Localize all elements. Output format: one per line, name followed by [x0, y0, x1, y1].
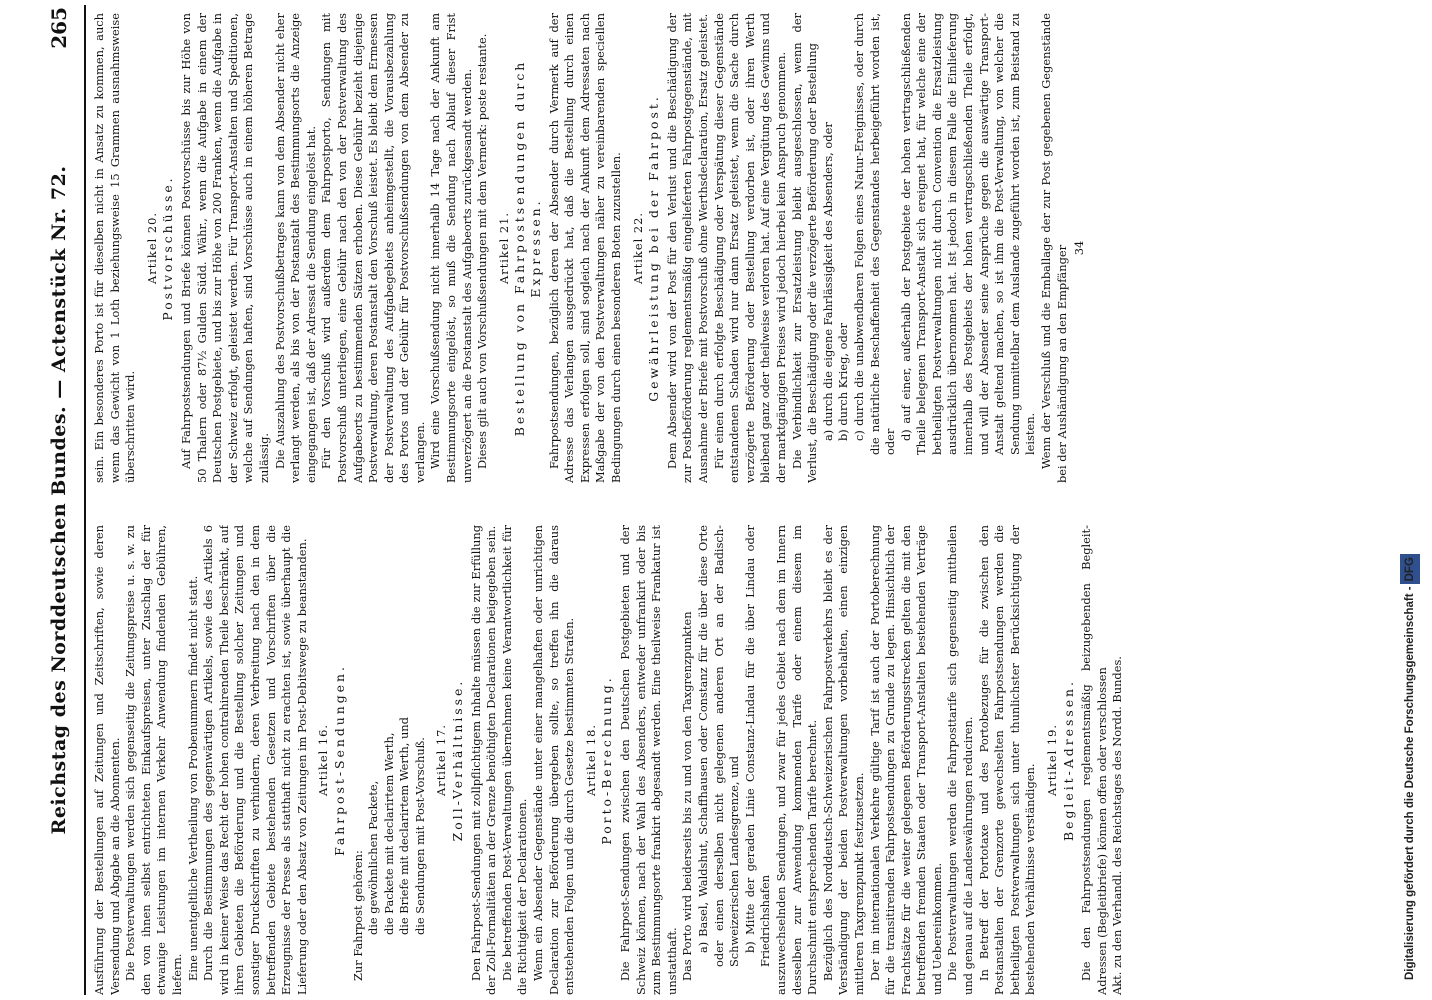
- credit-text: [1400, 60, 1420, 980]
- article-title: Fahrpost-Sendungen.: [331, 664, 347, 856]
- digitization-credit: [1400, 60, 1420, 980]
- article-title: Postvorschüsse.: [160, 175, 176, 321]
- list-item: a) Basel, Waldshut, Schaffhausen oder Constanz für die über diese Orte oder einen derselben nicht gelegenen anderen Ort an der Badisch-Schweizerischen Landesgrenze, und: [695, 525, 742, 967]
- article-heading: Artikel 20.: [144, 212, 159, 284]
- paragraph: In Betreff der Portotaxe und des Portobezuges für die zwischen den Postanstalten der Grenzorte gewechselten Fahrpostsendungen werden die betheiligten Postverwaltungen sich unter thunlichster Berücksichtigung der bestehenden Verhältnisse verständigen.: [976, 525, 1038, 995]
- paragraph: Die Auszahlung des Postvorschußbetrages kann von dem Absender nicht eher verlangt werden, als bis von der Postanstalt des Bestimmungsorts die Anzeige eingegangen ist, daß der Adressat die Sendung eingelöst hat.: [272, 13, 318, 483]
- right-column: [92, 13, 1412, 483]
- list-item: die Briefe mit declarirtem Werth, und: [397, 717, 412, 935]
- running-title: Reichstag des Norddeutschen Bundes. — Actenstück Nr. 72.: [48, 165, 70, 835]
- signature-mark: 34: [1072, 240, 1087, 256]
- page-number: 265: [47, 7, 71, 49]
- paragraph: Dem Absender wird von der Post für den Verlust und die Beschädigung der zur Postbeförderung reglementsmäßig eingelieferten Fahrpostgegenstände, mit Ausnahme der Briefe mit Postvorschuß ohne Werthsdeclaration, Ersatz geleistet.: [664, 13, 710, 483]
- list-item: die Packete mit declarirtem Werth,: [381, 732, 396, 935]
- credit-label: Digitalisierung gefördert durch die Deutsche Forschungsgemeinschaft -: [1404, 586, 1416, 980]
- list-item: b) durch Krieg, oder: [836, 323, 851, 441]
- text-columns: [92, 5, 1412, 995]
- paragraph: Das Porto wird beiderseits bis zu und von den Taxgrenzpunkten: [680, 611, 695, 981]
- paragraph: Für den Vorschuß wird außerdem dem Fahrpostporto, Sendungen mit Postvorschuß unterliegen, eine Gebühr nach den von der Postverwaltung des Aufgabeorts zu bestimmenden Sätzen erhoben. Diese Gebühr bezieht diejenige Postverwaltung, deren Postanstalt den Vorschuß leistet. Es bleibt dem Ermessen der Postverwaltung des Aufgabegebiets anheimgestellt, die Vorausbezahlung des Portos und der Gebühr für Postvorschußsendungen von dem Absender zu verlangen.: [319, 13, 427, 483]
- article-heading: Artikel 21.: [496, 212, 511, 284]
- article-heading: Artikel 18.: [583, 724, 598, 796]
- paragraph: Die Postverwaltungen werden die Fahrposttarife sich gegenseitig mittheilen und genau auf die Landeswährungen reduciren.: [945, 525, 976, 995]
- list-item: d) auf einer, außerhalb der Postgebiete der hohen vertragschließenden Theile belegenen Transport-Anstalt sich ereignet hat, für welche eine der betheiligten Postverwaltungen nicht durch Convention die Ersatzleistung ausdrücklich übernommen hat. Ist jedoch in diesem Falle die Einlieferung innerhalb des Postgebiets der hohen vertragschließenden Theile erfolgt, und will der Absender seine Ansprüche gegen die auswärtige Transport-Anstalt geltend machen, so ist ihm die Post-Verwaltung, von welcher die Sendung unmittelbar dem Auslande zugeführt worden ist, zum Beistand zu leisten.: [898, 13, 1038, 455]
- article-title: Porto-Berechnung.: [599, 675, 615, 845]
- paragraph: Dieses gilt auch von Vorschußsendungen mit dem Vermerk: poste restante.: [475, 33, 490, 469]
- paragraph: Auf Fahrpostsendungen und Briefe können Postvorschüsse bis zur Höhe von 50 Thalern oder 87½ Gulden Südd. Währ., wenn die Aufgabe in einem der Deutschen Postgebiete, und bis zur Höhe von 200 Franken, wenn die Aufgabe in der Schweiz erfolgt, geleistet werden. Für Transport-Anstalten und Speditionen, welche auf Sendungen haften, sind Vorschüsse auch in einem höheren Betrage zulässig.: [178, 13, 271, 483]
- paragraph: Wenn der Verschluß und die Emballage der zur Post gegebenen Gegenstände bei der Aushändigung an den Empfänger: [1039, 13, 1069, 483]
- paragraph: Eine unentgeltliche Vertheilung von Probenummern findet nicht statt.: [185, 575, 200, 981]
- paragraph: Für einen durch erfolgte Beschädigung oder Verspätung dieser Gegenstände entstandenen Schaden wird nur dann Ersatz geleistet, wenn die Sache durch verzögerte Beförderung oder Bestellung verdorben ist, oder ihren Werth bleibend ganz oder theilweise verloren hat. Auf eine Vergütung des Gewinns und der marktgängigen Preises wird jedoch hierbei kein Anspruch genommen.: [711, 13, 788, 483]
- dfg-logo: DFG: [1400, 554, 1420, 584]
- article-title: Begleit-Adressen.: [1060, 679, 1076, 841]
- paragraph: Die Verbindlichkeit zur Ersatzleistung bleibt ausgeschlossen, wenn der Verlust, die Beschädigung oder die verzögerte Beförderung oder Bestellung: [789, 13, 820, 483]
- article-heading: Artikel 16.: [316, 724, 331, 796]
- footnote: Akt. zu den Verhandl. des Reichstages des Nordd. Bundes.: [1110, 656, 1125, 995]
- article-heading: Artikel 17.: [434, 724, 449, 796]
- page-header: [47, 5, 86, 995]
- paragraph: Den Fahrpost-Sendungen mit zollpflichtigem Inhalte müssen die zur Erfüllung der Zoll-Formalitäten an der Grenze benöthigten Declarationen beigegeben sein.: [468, 525, 499, 995]
- paragraph: Die betreffenden Post-Verwaltungen übernehmen keine Verantwortlichkeit für die Richtigkeit der Declarationen.: [499, 525, 530, 995]
- item-list: [366, 525, 428, 935]
- paragraph: Die den Fahrpostsendungen reglementsmäßig beizugebenden Begleit-Adressen (Begleitbriefe) können offen oder verschlossen: [1079, 525, 1109, 995]
- list-item: b) Mitte der geraden Linie Constanz-Lindau für die über Lindau oder Friedrichshafen: [742, 525, 773, 967]
- document-page: [47, 5, 1425, 995]
- paragraph: Wird eine Vorschußsendung nicht innerhalb 14 Tage nach der Ankunft am Bestimmungsorte eingelöst, so muß die Sendung nach Ablauf dieser Frist unverzögert an die Postanstalt des Aufgabeorts zurückgesandt werden.: [428, 13, 474, 483]
- list-item: a) durch die eigene Fahrlässigkeit des Absenders, oder: [820, 122, 835, 441]
- paragraph: sein. Ein besonderes Porto ist für dieselben nicht in Ansatz zu kommen, auch wenn das Gewicht von 1 Loth beziehungsweise 15 Grammen ausnahmsweise überschritten wird.: [92, 13, 138, 483]
- article-heading: Artikel 19.: [1045, 724, 1060, 796]
- list-item: c) durch die unabwendbaren Folgen eines Natur-Ereignisses, oder durch die natürliche Beschaffenheit des Gegenstandes herbeigeführt worden ist, oder: [851, 13, 898, 455]
- article-heading: Artikel 22.: [630, 212, 645, 284]
- article-title: Bestellung von Fahrpostsendungen durch Expressen.: [512, 59, 544, 437]
- list-item: die gewöhnlichen Packete,: [366, 780, 381, 935]
- paragraph: Wenn ein Absender Gegenstände unter einer mangelhaften oder unrichtigen Declaration zur Beförderung übergeben sollte, so treffen ihn die daraus entstehenden Folgen und die durch Gesetze bestimmten Strafen.: [531, 525, 577, 995]
- paragraph: Durch die Bestimmungen des gegenwärtigen Artikels, sowie des Artikels 6 wird in keiner Weise das Recht der hohen contrahirenden Theile beschränkt, auf ihren Gebieten die Beförderung und die Bestellung solcher Zeitungen und sonstiger Druckschriften zu verhindern, deren Verbreitung nach den in dem betreffenden Gebiete bestehenden Gesetzen und Vorschriften über die Erzeugnisse der Presse als statthaft nicht zu erachten ist, sowie überhaupt die Lieferung oder den Absatz von Zeitungen im Post-Debitswege zu beanstanden.: [201, 525, 309, 995]
- article-title: Zoll-Verhältnisse.: [450, 678, 466, 842]
- article-title: Gewährleistung bei der Fahrpost.: [646, 94, 662, 402]
- paragraph: Zur Fahrpost gehören:: [350, 850, 365, 981]
- left-column: [92, 525, 1412, 995]
- paragraph: Die Postverwaltungen werden sich gegenseitig die Zeitungspreise u. s. w. zu den von ihnen selbst entrichteten Einkaufspreisen, unter Zuschlag der für etwanige Leistungen im internen Verkehr Anwendung findenden Gebühren, liefern.: [123, 525, 184, 995]
- paragraph: Fahrpostsendungen, bezüglich deren der Absender durch Vermerk auf der Adresse das Verlangen ausgedrückt hat, daß die Bestellung durch einen Expressen erfolgen soll, sind sogleich nach der Ankunft dem Adressaten nach Maßgabe der von den Postverwaltungen näher zu vereinbarenden speciellen Bedingungen durch einen besonderen Boten zuzustellen.: [546, 13, 623, 483]
- paragraph: Ausführung der Bestellungen auf Zeitungen und Zeitschriften, sowie deren Versendung und Abgabe an die Abonnenten.: [92, 525, 122, 995]
- paragraph: Bezüglich des Norddeutsch-Schweizerischen Fahrpostverkehrs bleibt es der Verständigung der beiden Postverwaltungen vorbehalten, einen einzigen mittleren Taxgrenzpunkt festzusetzen.: [820, 525, 866, 995]
- paragraph: Der im internationalen Verkehre gültige Tarif ist auch der Portoberechnung für die transitirenden Fahrpostsendungen zu Grunde zu legen. Hinsichtlich der Frachtsätze für die weiter gelegenen Beförderungsstrecken gelten die mit den betreffenden fremden Staaten oder Transport-Anstalten bestehenden Verträge und Uebereinkommen.: [867, 525, 944, 995]
- paragraph: Die Fahrpost-Sendungen zwischen den Deutschen Postgebieten und der Schweiz können, nach der Wahl des Absenders, entweder unfrankirt oder bis zum Bestimmungsorte frankirt abgesandt werden. Eine theilweise Frankatur ist unstatthaft.: [618, 525, 679, 995]
- list-item: die Sendungen mit Post-Vorschuß.: [412, 737, 427, 935]
- paragraph: auszuwechselnden Sendungen, und zwar für jedes Gebiet nach dem im Innern desselben zur Anwendung kommenden Tarife oder einem diesem im Durchschnitt entsprechenden Tarife berechnet.: [773, 525, 820, 995]
